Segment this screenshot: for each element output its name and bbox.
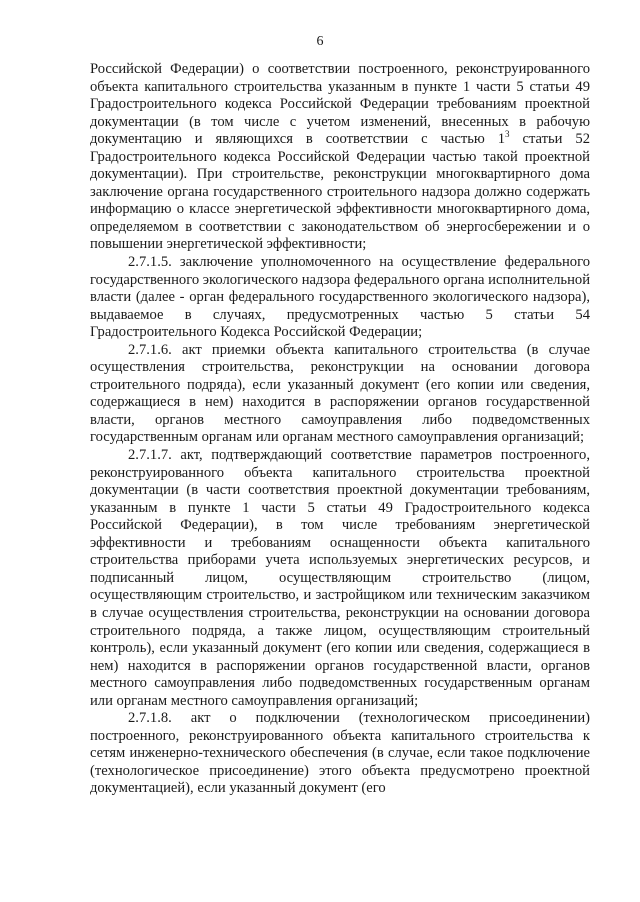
paragraph-2-7-1-5: 2.7.1.5. заключение уполномоченного на осуществление федерального государственного экологического надзора федерального органа исполнительной власти (далее - орган федерального государственного экологического надзора), выдаваемое в случаях, предусмотренных частью 5 статьи 54 Градостроительного Кодекса Российской Федерации;	[90, 254, 590, 341]
paragraph-text: Российской Федерации) о соответствии построенного, реконструированного объекта капитального строительства указанным в пункте 1 части 5 статьи 49 Градостроительного кодекса Российской Федерации требованиям проектной документации (в том числе с учетом изменений, внесенных в рабочую документацию и являющихся в соответствии с частью 1	[90, 61, 590, 148]
paragraph-2-7-1-7: 2.7.1.7. акт, подтверждающий соответствие параметров построенного, реконструированного объекта капитального строительства проектной документации (в части соответствия проектной документации требованиям, указанным в пункте 1 части 5 статьи 49 Градостроительного кодекса Российской Федерации), в том числе требованиям энергетической эффективности и требованиям оснащенности объекта капитального строительства приборами учета используемых энергетических ресурсов, и подписанный лицом, осуществляющим строительство (лицом, осуществляющим строительство, и застройщиком или техническим заказчиком в случае осуществления строительства, реконструкции на основании договора строительного подряда, а также лицом, осуществляющим строительный контроль), если указанный документ (его копии или сведения, содержащиеся в нем) находится в распоряжении органов государственной власти, органов местного самоуправления либо подведомственных государственным органам или органам местного самоуправления организаций;	[90, 447, 590, 709]
page-number: 6	[316, 34, 324, 49]
paragraph-continuation	[90, 61, 590, 254]
paragraph-2-7-1-8: 2.7.1.8. акт о подключении (технологическом присоединении) построенного, реконструированного объекта капитального строительства к сетям инженерно-технического обеспечения (в случае, если такое подключение (технологическое присоединение) этого объекта предусмотрено проектной документацией), если указанный документ (его	[90, 710, 590, 797]
superscript: 3	[505, 129, 510, 140]
paragraph-2-7-1-6: 2.7.1.6. акт приемки объекта капитального строительства (в случае осуществления строительства, реконструкции на основании договора строительного подряда), если указанный документ (его копии или сведения, содержащиеся в нем) находится в распоряжении органов государственной власти, органов местного самоуправления либо подведомственных государственным органам или органам местного самоуправления организаций;	[90, 341, 590, 446]
document-body	[90, 61, 590, 798]
paragraph-text-end: статьи 52 Градостроительного кодекса Российской Федерации частью такой проектной документации). При строительстве, реконструкции многоквартирного дома заключение органа государственного строительного надзора должно содержать информацию о классе энергетической эффективности многоквартирного дома, определяемом в соответствии с законодательством об энергосбережении и о повышении энергетической эффективности;	[90, 131, 590, 253]
